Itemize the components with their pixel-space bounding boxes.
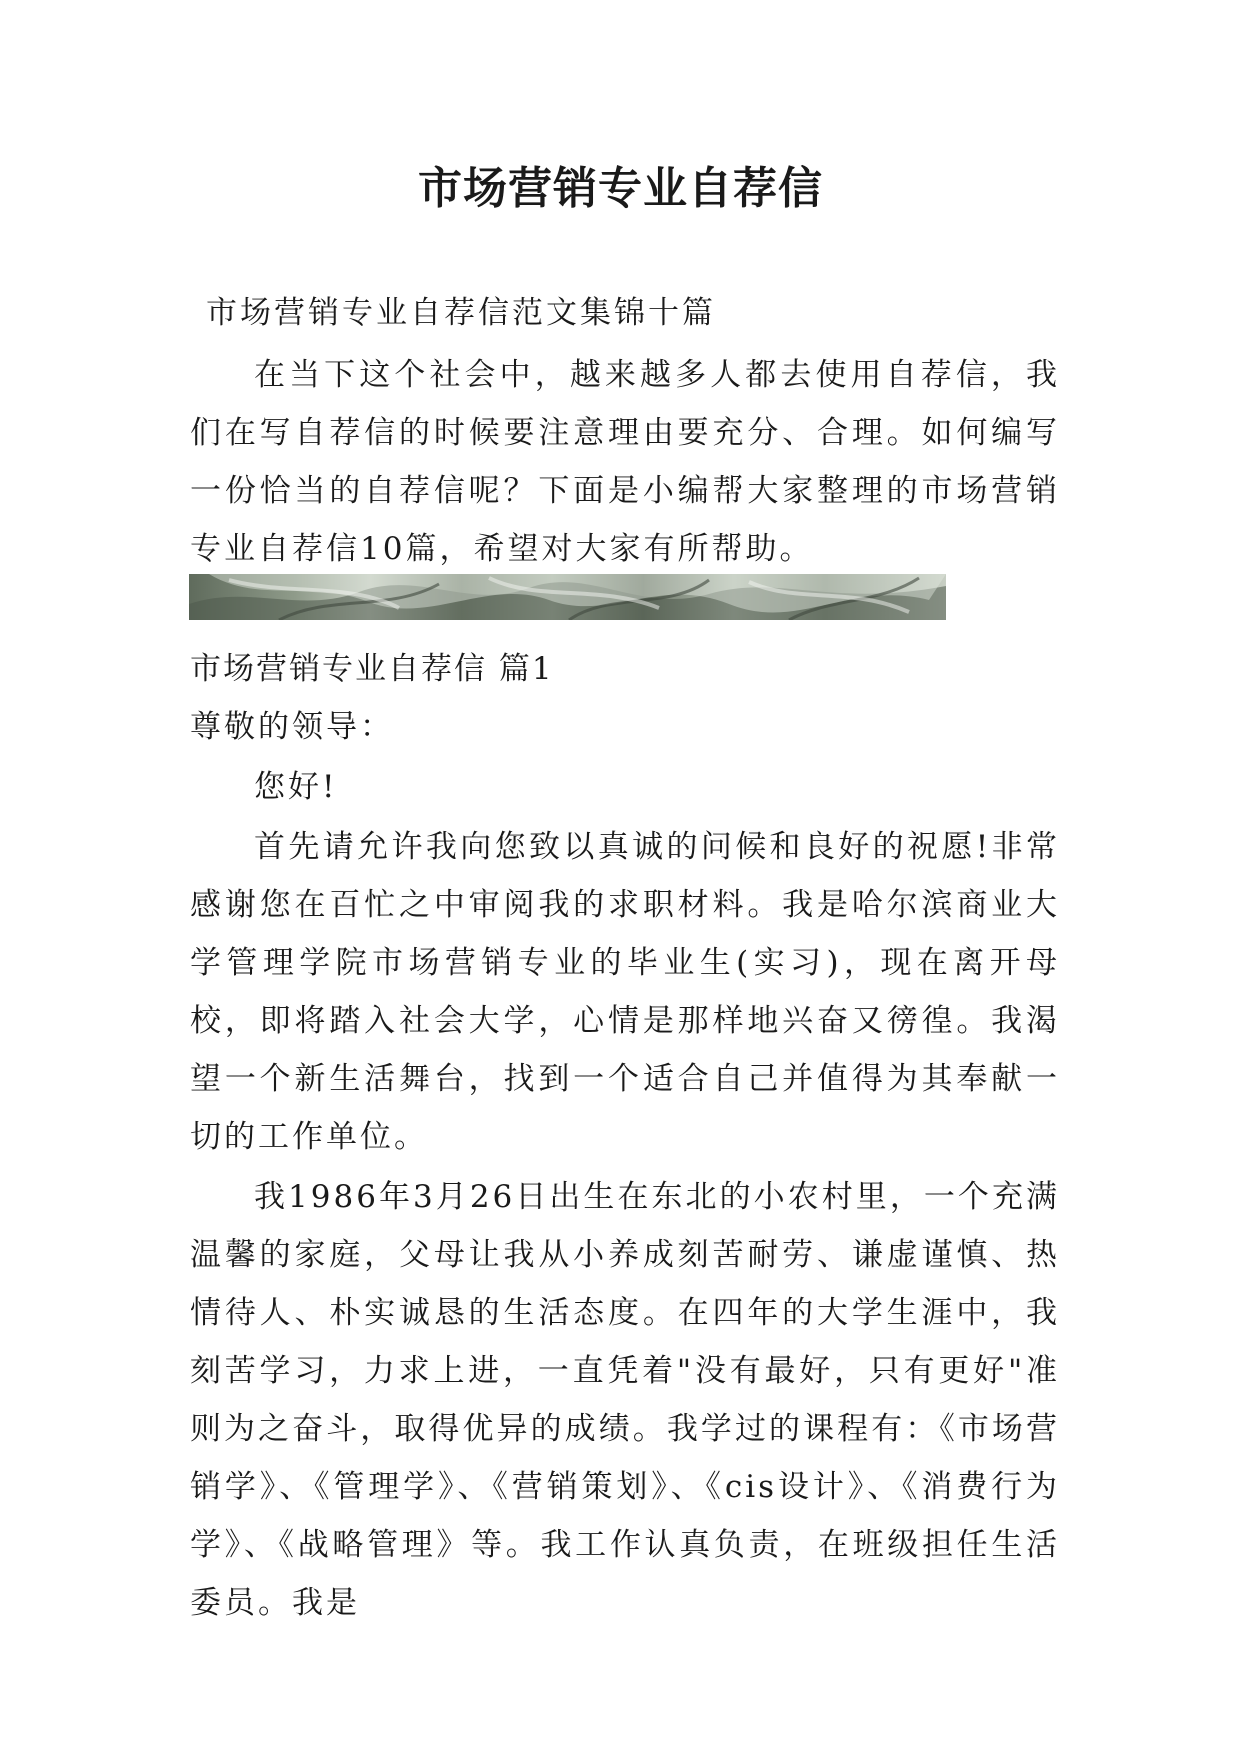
leaf-photo-graphic — [189, 574, 946, 620]
body-paragraph: 我1986年3月26日出生在东北的小农村里，一个充满温馨的家庭，父母让我从小养成刻苦耐劳、谦虚谨慎、热情待人、朴实诚恳的生活态度。在四年的大学生涯中，我刻苦学习，力求上进，一直凭着"没有最好，只有更好"准则为之奋斗，取得优异的成绩。我学过的课程有：《市场营销学》、《管理学》、《营销策划》、《cis设计》、《消费行为学》、《战略管理》等。我工作认真负责，在班级担任生活委员。我是 — [190, 1179, 1060, 1621]
letter-greeting: 您好! — [254, 769, 338, 805]
document-subtitle: 市场营销专业自荐信范文集锦十篇 — [206, 295, 716, 331]
page-title: 市场营销专业自荐信 — [418, 163, 823, 214]
decorative-photo — [189, 574, 946, 620]
body-paragraph: 首先请允许我向您致以真诚的问候和良好的祝愿!非常感谢您在百忙之中审阅我的求职材料。我是哈尔滨商业大学管理学院市场营销专业的毕业生(实习)，现在离开母校，即将踏入社会大学，心情是那样地兴奋又徬徨。我渴望一个新生活舞台，找到一个适合自己并值得为其奉献一切的工作单位。 — [190, 829, 1060, 1155]
section-heading: 市场营销专业自荐信 篇1 — [190, 651, 554, 687]
letter-salutation: 尊敬的领导： — [190, 709, 394, 745]
intro-paragraph: 在当下这个社会中，越来越多人都去使用自荐信，我们在写自荐信的时候要注意理由要充分、合理。如何编写一份恰当的自荐信呢？下面是小编帮大家整理的市场营销专业自荐信10篇，希望对大家有所帮助。 — [190, 357, 1060, 567]
